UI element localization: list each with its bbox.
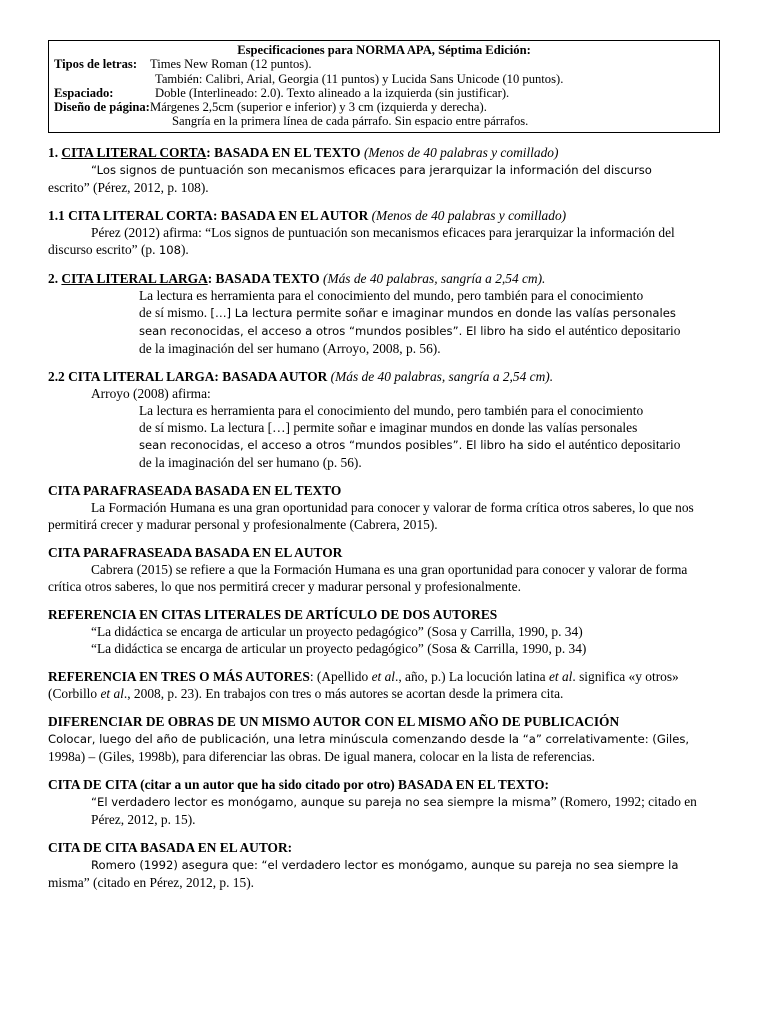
heading-text: 1.1 CITA LITERAL CORTA: BASADA EN EL AUTOR — [48, 207, 369, 223]
body-text: Pérez (2012) afirma: “Los signos de puntuación son mecanismos eficaces para jerarquizar la información del discurso escrito” (p. — [48, 224, 675, 257]
block-line: La lectura es herramienta para el conocimiento del mundo, pero también para el conocimiento — [139, 287, 644, 303]
body-text: ., año, p.) La locución latina — [395, 668, 549, 684]
quote-line — [48, 161, 720, 179]
heading-rest: : BASADA TEXTO — [207, 270, 320, 286]
et-al: et al — [100, 685, 124, 701]
block-text-sans: sean reconocidas, el acceso a otros “mundos posibles”. El libro ha sido el — [139, 323, 566, 338]
heading-note: (Menos de 40 palabras y comillado) — [363, 144, 559, 160]
block-line: La lectura es herramienta para el conocimiento del mundo, pero también para el conocimiento — [139, 402, 644, 418]
spec-title: Especificaciones para NORMA APA, Séptima Edición: — [237, 43, 531, 57]
quote-text: “Los signos de puntuación son mecanismos eficaces para jerarquizar la información del discurso — [91, 162, 652, 177]
heading-number: 1. — [48, 144, 59, 160]
block-text: auténtico depositario — [565, 436, 681, 452]
body-line — [48, 856, 720, 874]
quote-citation: escrito” (Pérez, 2012, p. 108). — [48, 179, 209, 195]
spec-font-label: Tipos de letras: — [54, 57, 138, 72]
section-heading: CITA PARAFRASEADA BASADA EN EL AUTOR — [48, 544, 343, 560]
block-line — [139, 304, 720, 322]
section-parafraseada-autor — [48, 544, 720, 595]
body-text-end: ). — [180, 241, 189, 257]
page-number: 108 — [158, 242, 181, 257]
body-line — [48, 730, 720, 748]
section-cita-literal-larga-autor — [48, 368, 720, 471]
spec-spacing-label: Espaciado: — [54, 85, 114, 100]
spec-font-row — [54, 57, 714, 71]
section-dos-autores — [48, 606, 720, 657]
heading-text: 2.2 CITA LITERAL LARGA: BASADA AUTOR — [48, 368, 328, 384]
spec-spacing-row — [54, 86, 714, 100]
section-mismo-autor — [48, 713, 720, 765]
et-al: et al — [371, 668, 395, 684]
body-text: : (Apellido — [309, 668, 372, 684]
block-line: de sí mismo. La lectura […] permite soñar e imaginar mundos en donde las valías personales — [139, 419, 638, 435]
et-al: et al — [548, 668, 573, 684]
body-paragraph: La Formación Humana es una gran oportunidad para conocer y valorar de forma crítica otros saberes, lo que nos permitirá crecer y madurar personal y profesionalmente (Cabrera, 2015). — [48, 499, 694, 532]
body-text-sans: Colocar, luego del año de publicación, una letra minúscula comenzando desde la “a” correlativamente: (Giles, — [48, 731, 690, 746]
section-heading: REFERENCIA EN TRES O MÁS AUTORES — [48, 668, 310, 684]
example-line: “La didáctica se encarga de articular un proyecto pedagógico” (Sosa y Carrilla, 1990, p. 34) — [91, 623, 583, 639]
example-line: “La didáctica se encarga de articular un proyecto pedagógico” (Sosa & Carrilla, 1990, p. 34) — [91, 640, 587, 656]
quote-citation: ” (Romero, 1992; citado en Pérez, 2012, p. 15). — [91, 793, 697, 827]
block-quote — [139, 287, 720, 357]
spec-font-value: Times New Roman (12 puntos). — [150, 57, 312, 72]
block-line — [139, 436, 720, 454]
block-intro: Arroyo (2008) afirma: — [91, 385, 211, 401]
spec-spacing-value: Doble (Interlineado: 2.0). Texto alineado a la izquierda (sin justificar). — [155, 85, 510, 100]
block-text-sans: […] La lectura permite soñar e imaginar mundos en donde las valías personales — [210, 305, 676, 320]
body-paragraph — [48, 224, 720, 259]
section-parafraseada-texto — [48, 482, 720, 533]
block-text: de sí mismo. — [139, 304, 211, 320]
section-heading: CITA DE CITA BASADA EN EL AUTOR: — [48, 839, 293, 855]
body-line: misma” (citado en Pérez, 2012, p. 15). — [48, 874, 255, 890]
heading-note: (Más de 40 palabras, sangría a 2,54 cm). — [322, 270, 546, 286]
body-text-sans: Romero (1992) asegura que: “el verdadero lector es monógamo, aunque su pareja no sea siempre la — [91, 857, 679, 872]
body-paragraph — [48, 793, 720, 828]
heading-note: (Más de 40 palabras, sangría a 2,54 cm). — [330, 368, 554, 384]
section-heading: DIFERENCIAR DE OBRAS DE UN MISMO AUTOR CON EL MISMO AÑO DE PUBLICACIÓN — [48, 713, 620, 729]
block-line: de la imaginación del ser humano (p. 56). — [139, 454, 362, 470]
quote-text-sans: “El verdadero lector es monógamo, aunque su pareja no sea siempre la misma — [91, 794, 551, 809]
section-heading — [48, 270, 720, 287]
heading-note: (Menos de 40 palabras y comillado) — [371, 207, 567, 223]
heading-rest: : BASADA EN EL TEXTO — [206, 144, 361, 160]
section-heading — [48, 368, 720, 385]
section-cita-literal-corta-texto — [48, 144, 720, 196]
section-cita-literal-corta-autor — [48, 207, 720, 259]
heading-underlined: CITA LITERAL LARGA — [61, 270, 208, 286]
block-quote — [139, 402, 720, 471]
section-heading: REFERENCIA EN CITAS LITERALES DE ARTÍCULO DE DOS AUTORES — [48, 606, 498, 622]
apa-specifications-box — [48, 40, 720, 133]
block-text: auténtico depositario — [565, 322, 681, 338]
section-cita-de-cita-autor — [48, 839, 720, 891]
section-cita-de-cita-texto — [48, 776, 720, 828]
spec-design-value: Márgenes 2,5cm (superior e inferior) y 3 cm (izquierda y derecha). — [150, 100, 487, 115]
body-paragraph — [48, 668, 720, 702]
body-text: . significa «y otros» (Corbillo — [48, 668, 679, 701]
section-cita-literal-larga-texto — [48, 270, 720, 357]
block-line — [139, 322, 720, 340]
block-text-sans: sean reconocidas, el acceso a otros “mundos posibles”. El libro ha sido el — [139, 437, 566, 452]
section-heading: CITA PARAFRASEADA BASADA EN EL TEXTO — [48, 482, 342, 498]
section-tres-autores — [48, 668, 720, 702]
section-heading — [48, 144, 720, 161]
body-text: ., 2008, p. 23). En trabajos con tres o más autores se acortan desde la primera cita. — [123, 685, 564, 701]
spec-font-alt: También: Calibri, Arial, Georgia (11 puntos) y Lucida Sans Unicode (10 puntos). — [155, 71, 564, 86]
spec-design-extra: Sangría en la primera línea de cada párrafo. Sin espacio entre párrafos. — [172, 114, 529, 129]
body-paragraph: Cabrera (2015) se refiere a que la Formación Humana es una gran oportunidad para conocer y valorar de forma crítica otros saberes, lo que nos permitirá crecer y madurar personal y profesionalmente. — [48, 561, 688, 594]
body-line: 1998a) – (Giles, 1998b), para diferenciar las obras. De igual manera, colocar en la lista de referencias. — [48, 748, 595, 764]
heading-underlined: CITA LITERAL CORTA — [61, 144, 207, 160]
section-heading: CITA DE CITA (citar a un autor que ha sido citado por otro) BASADA EN EL TEXTO: — [48, 776, 549, 792]
spec-design-label: Diseño de página: — [54, 100, 150, 115]
block-line: de la imaginación del ser humano (Arroyo, 2008, p. 56). — [139, 340, 441, 356]
section-heading — [48, 207, 720, 224]
spec-design-row — [54, 100, 714, 114]
heading-number: 2. — [48, 270, 59, 286]
